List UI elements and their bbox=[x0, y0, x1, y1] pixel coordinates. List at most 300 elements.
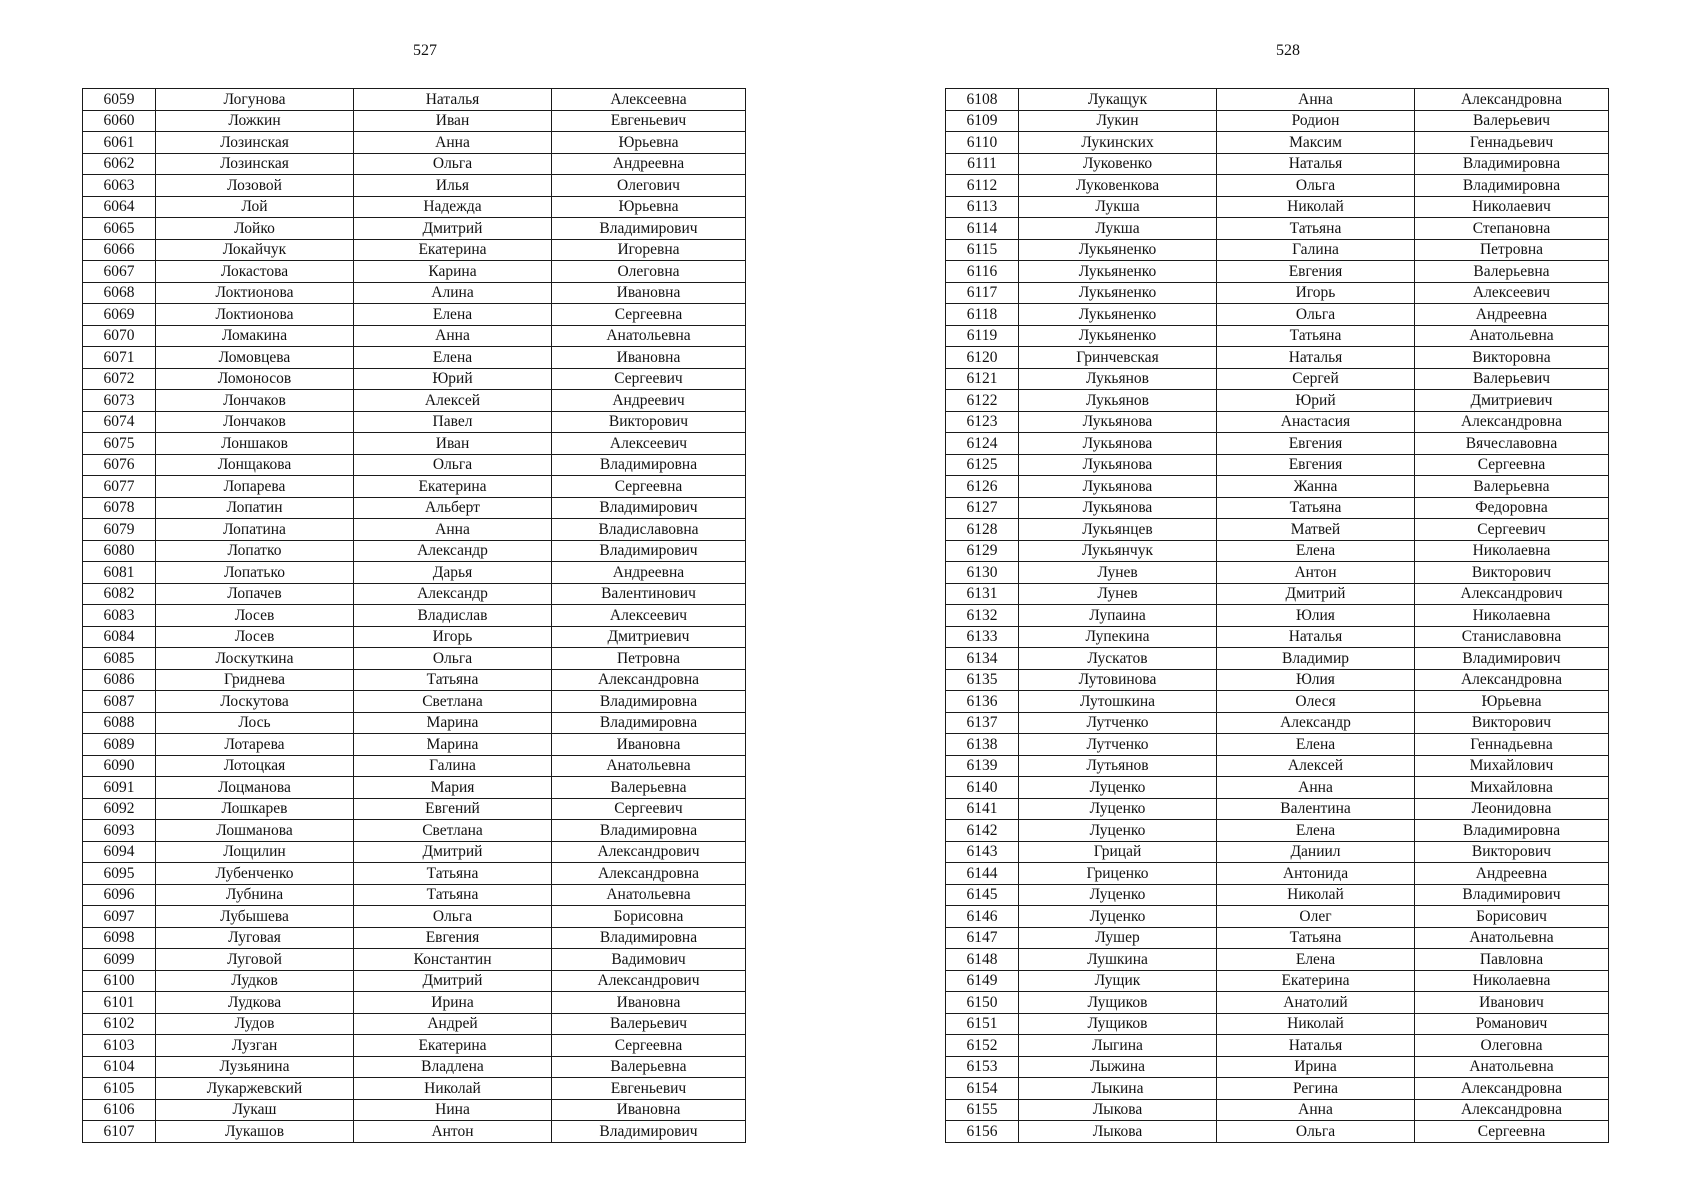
patronymic-cell: Владимирович bbox=[1415, 648, 1609, 670]
first-name-cell: Татьяна bbox=[1217, 927, 1415, 949]
record-number-cell: 6136 bbox=[946, 691, 1019, 713]
table-row bbox=[83, 992, 746, 1014]
record-number-cell: 6120 bbox=[946, 347, 1019, 369]
last-name-cell: Лубышева bbox=[156, 906, 354, 928]
table-row bbox=[946, 304, 1609, 326]
table-row bbox=[83, 390, 746, 412]
first-name-cell: Александр bbox=[354, 540, 552, 562]
last-name-cell: Лопатина bbox=[156, 519, 354, 541]
record-number-cell: 6153 bbox=[946, 1056, 1019, 1078]
table-row bbox=[83, 110, 746, 132]
last-name-cell: Лукьяненко bbox=[1019, 239, 1217, 261]
record-number-cell: 6148 bbox=[946, 949, 1019, 971]
record-number-cell: 6128 bbox=[946, 519, 1019, 541]
patronymic-cell: Андреевна bbox=[1415, 863, 1609, 885]
patronymic-cell: Владимировна bbox=[1415, 153, 1609, 175]
last-name-cell: Гриднева bbox=[156, 669, 354, 691]
patronymic-cell: Александровна bbox=[1415, 411, 1609, 433]
record-number-cell: 6110 bbox=[946, 132, 1019, 154]
last-name-cell: Лукьянов bbox=[1019, 368, 1217, 390]
table-row bbox=[946, 863, 1609, 885]
record-number-cell: 6149 bbox=[946, 970, 1019, 992]
last-name-cell: Лудов bbox=[156, 1013, 354, 1035]
name-table bbox=[82, 88, 746, 1143]
record-number-cell: 6126 bbox=[946, 476, 1019, 498]
patronymic-cell: Сергеевна bbox=[552, 476, 746, 498]
table-row bbox=[83, 605, 746, 627]
record-number-cell: 6134 bbox=[946, 648, 1019, 670]
table-row bbox=[83, 691, 746, 713]
record-number-cell: 6095 bbox=[83, 863, 156, 885]
last-name-cell: Лукьянова bbox=[1019, 454, 1217, 476]
table-row bbox=[946, 777, 1609, 799]
first-name-cell: Владлена bbox=[354, 1056, 552, 1078]
patronymic-cell: Анатольевна bbox=[552, 755, 746, 777]
record-number-cell: 6119 bbox=[946, 325, 1019, 347]
table-row bbox=[946, 841, 1609, 863]
first-name-cell: Дмитрий bbox=[354, 970, 552, 992]
patronymic-cell: Анатольевна bbox=[552, 325, 746, 347]
first-name-cell: Александр bbox=[1217, 712, 1415, 734]
patronymic-cell: Алексеевич bbox=[1415, 282, 1609, 304]
first-name-cell: Алина bbox=[354, 282, 552, 304]
last-name-cell: Луковенкова bbox=[1019, 175, 1217, 197]
patronymic-cell: Александрович bbox=[1415, 583, 1609, 605]
record-number-cell: 6086 bbox=[83, 669, 156, 691]
patronymic-cell: Александровна bbox=[1415, 89, 1609, 111]
last-name-cell: Лозовой bbox=[156, 175, 354, 197]
record-number-cell: 6100 bbox=[83, 970, 156, 992]
patronymic-cell: Валерьевич bbox=[1415, 368, 1609, 390]
patronymic-cell: Геннадьевна bbox=[1415, 734, 1609, 756]
table-row bbox=[946, 497, 1609, 519]
last-name-cell: Лосев bbox=[156, 605, 354, 627]
patronymic-cell: Сергеевна bbox=[1415, 454, 1609, 476]
first-name-cell: Павел bbox=[354, 411, 552, 433]
record-number-cell: 6146 bbox=[946, 906, 1019, 928]
last-name-cell: Лукьяненко bbox=[1019, 325, 1217, 347]
table-row bbox=[946, 454, 1609, 476]
last-name-cell: Лопатько bbox=[156, 562, 354, 584]
first-name-cell: Илья bbox=[354, 175, 552, 197]
patronymic-cell: Дмитриевич bbox=[552, 626, 746, 648]
first-name-cell: Анна bbox=[1217, 1099, 1415, 1121]
first-name-cell: Юрий bbox=[1217, 390, 1415, 412]
last-name-cell: Лукьянова bbox=[1019, 433, 1217, 455]
last-name-cell: Лыкина bbox=[1019, 1078, 1217, 1100]
first-name-cell: Родион bbox=[1217, 110, 1415, 132]
table-row bbox=[83, 884, 746, 906]
last-name-cell: Лотарева bbox=[156, 734, 354, 756]
table-row bbox=[946, 1035, 1609, 1057]
patronymic-cell: Ивановна bbox=[552, 282, 746, 304]
record-number-cell: 6105 bbox=[83, 1078, 156, 1100]
table-row bbox=[83, 927, 746, 949]
record-number-cell: 6084 bbox=[83, 626, 156, 648]
record-number-cell: 6125 bbox=[946, 454, 1019, 476]
table-row bbox=[946, 132, 1609, 154]
last-name-cell: Ломоносов bbox=[156, 368, 354, 390]
record-number-cell: 6071 bbox=[83, 347, 156, 369]
last-name-cell: Лопатко bbox=[156, 540, 354, 562]
patronymic-cell: Сергеевич bbox=[552, 368, 746, 390]
first-name-cell: Алексей bbox=[1217, 755, 1415, 777]
table-row bbox=[83, 1099, 746, 1121]
last-name-cell: Лутченко bbox=[1019, 712, 1217, 734]
table-row bbox=[83, 820, 746, 842]
first-name-cell: Ольга bbox=[1217, 1121, 1415, 1143]
patronymic-cell: Викторович bbox=[1415, 562, 1609, 584]
last-name-cell: Луценко bbox=[1019, 777, 1217, 799]
patronymic-cell: Станиславовна bbox=[1415, 626, 1609, 648]
first-name-cell: Наталья bbox=[1217, 1035, 1415, 1057]
last-name-cell: Лушкина bbox=[1019, 949, 1217, 971]
first-name-cell: Ольга bbox=[1217, 175, 1415, 197]
record-number-cell: 6060 bbox=[83, 110, 156, 132]
first-name-cell: Галина bbox=[354, 755, 552, 777]
table-row bbox=[946, 368, 1609, 390]
first-name-cell: Екатерина bbox=[1217, 970, 1415, 992]
patronymic-cell: Андреевич bbox=[552, 390, 746, 412]
table-row bbox=[946, 626, 1609, 648]
patronymic-cell: Владимировна bbox=[552, 820, 746, 842]
first-name-cell: Татьяна bbox=[354, 884, 552, 906]
record-number-cell: 6082 bbox=[83, 583, 156, 605]
patronymic-cell: Александрович bbox=[552, 841, 746, 863]
first-name-cell: Ольга bbox=[354, 648, 552, 670]
patronymic-cell: Алексеевич bbox=[552, 433, 746, 455]
table-row bbox=[83, 476, 746, 498]
patronymic-cell: Леонидовна bbox=[1415, 798, 1609, 820]
record-number-cell: 6121 bbox=[946, 368, 1019, 390]
record-number-cell: 6144 bbox=[946, 863, 1019, 885]
first-name-cell: Ольга bbox=[354, 153, 552, 175]
first-name-cell: Дмитрий bbox=[354, 841, 552, 863]
patronymic-cell: Владимировна bbox=[1415, 820, 1609, 842]
table-row bbox=[946, 906, 1609, 928]
last-name-cell: Лукьянова bbox=[1019, 411, 1217, 433]
last-name-cell: Ломовцева bbox=[156, 347, 354, 369]
last-name-cell: Ложкин bbox=[156, 110, 354, 132]
table-row bbox=[946, 691, 1609, 713]
patronymic-cell: Валерьевич bbox=[1415, 110, 1609, 132]
last-name-cell: Лукин bbox=[1019, 110, 1217, 132]
first-name-cell: Анна bbox=[354, 519, 552, 541]
table-row bbox=[946, 734, 1609, 756]
table-row bbox=[946, 239, 1609, 261]
last-name-cell: Лукьянова bbox=[1019, 476, 1217, 498]
record-number-cell: 6143 bbox=[946, 841, 1019, 863]
patronymic-cell: Валерьевна bbox=[552, 777, 746, 799]
last-name-cell: Луковенко bbox=[1019, 153, 1217, 175]
table-row bbox=[946, 605, 1609, 627]
table-row bbox=[83, 540, 746, 562]
table-row bbox=[946, 648, 1609, 670]
patronymic-cell: Андреевна bbox=[1415, 304, 1609, 326]
table-row bbox=[946, 820, 1609, 842]
first-name-cell: Светлана bbox=[354, 691, 552, 713]
table-row bbox=[83, 261, 746, 283]
page-number: 528 bbox=[1276, 42, 1300, 59]
first-name-cell: Иван bbox=[354, 110, 552, 132]
record-number-cell: 6075 bbox=[83, 433, 156, 455]
first-name-cell: Елена bbox=[1217, 734, 1415, 756]
table-row bbox=[946, 798, 1609, 820]
last-name-cell: Лощилин bbox=[156, 841, 354, 863]
table-row bbox=[83, 712, 746, 734]
first-name-cell: Евгения bbox=[1217, 454, 1415, 476]
last-name-cell: Лупекина bbox=[1019, 626, 1217, 648]
first-name-cell: Анна bbox=[354, 325, 552, 347]
table-row bbox=[83, 218, 746, 240]
record-number-cell: 6066 bbox=[83, 239, 156, 261]
last-name-cell: Лускатов bbox=[1019, 648, 1217, 670]
first-name-cell: Екатерина bbox=[354, 1035, 552, 1057]
patronymic-cell: Борисовна bbox=[552, 906, 746, 928]
table-row bbox=[83, 368, 746, 390]
first-name-cell: Антонида bbox=[1217, 863, 1415, 885]
patronymic-cell: Сергеевна bbox=[1415, 1121, 1609, 1143]
first-name-cell: Матвей bbox=[1217, 519, 1415, 541]
first-name-cell: Татьяна bbox=[1217, 497, 1415, 519]
patronymic-cell: Андреевна bbox=[552, 153, 746, 175]
table-row bbox=[83, 906, 746, 928]
last-name-cell: Лукьяненко bbox=[1019, 261, 1217, 283]
patronymic-cell: Владимировна bbox=[552, 927, 746, 949]
record-number-cell: 6112 bbox=[946, 175, 1019, 197]
patronymic-cell: Валентинович bbox=[552, 583, 746, 605]
table-row bbox=[83, 949, 746, 971]
table-row bbox=[83, 89, 746, 111]
first-name-cell: Юлия bbox=[1217, 605, 1415, 627]
last-name-cell: Локтионова bbox=[156, 304, 354, 326]
patronymic-cell: Владимирович bbox=[1415, 884, 1609, 906]
patronymic-cell: Романович bbox=[1415, 1013, 1609, 1035]
first-name-cell: Андрей bbox=[354, 1013, 552, 1035]
first-name-cell: Анастасия bbox=[1217, 411, 1415, 433]
table-row bbox=[83, 626, 746, 648]
first-name-cell: Юлия bbox=[1217, 669, 1415, 691]
table-row bbox=[83, 239, 746, 261]
last-name-cell: Лыжина bbox=[1019, 1056, 1217, 1078]
first-name-cell: Светлана bbox=[354, 820, 552, 842]
patronymic-cell: Александровна bbox=[552, 863, 746, 885]
table-row bbox=[946, 261, 1609, 283]
first-name-cell: Татьяна bbox=[354, 669, 552, 691]
first-name-cell: Николай bbox=[1217, 884, 1415, 906]
last-name-cell: Лутьянов bbox=[1019, 755, 1217, 777]
first-name-cell: Екатерина bbox=[354, 239, 552, 261]
record-number-cell: 6087 bbox=[83, 691, 156, 713]
last-name-cell: Локайчук bbox=[156, 239, 354, 261]
first-name-cell: Анна bbox=[1217, 89, 1415, 111]
table-row bbox=[946, 110, 1609, 132]
record-number-cell: 6111 bbox=[946, 153, 1019, 175]
first-name-cell: Иван bbox=[354, 433, 552, 455]
record-number-cell: 6154 bbox=[946, 1078, 1019, 1100]
last-name-cell: Гринчевская bbox=[1019, 347, 1217, 369]
last-name-cell: Гриценко bbox=[1019, 863, 1217, 885]
first-name-cell: Евгений bbox=[354, 798, 552, 820]
patronymic-cell: Дмитриевич bbox=[1415, 390, 1609, 412]
table-row bbox=[83, 497, 746, 519]
last-name-cell: Логунова bbox=[156, 89, 354, 111]
record-number-cell: 6065 bbox=[83, 218, 156, 240]
last-name-cell: Лукьяненко bbox=[1019, 304, 1217, 326]
record-number-cell: 6102 bbox=[83, 1013, 156, 1035]
last-name-cell: Лойко bbox=[156, 218, 354, 240]
last-name-cell: Лукша bbox=[1019, 218, 1217, 240]
first-name-cell: Дмитрий bbox=[1217, 583, 1415, 605]
last-name-cell: Лунев bbox=[1019, 562, 1217, 584]
patronymic-cell: Ивановна bbox=[552, 734, 746, 756]
patronymic-cell: Геннадьевич bbox=[1415, 132, 1609, 154]
last-name-cell: Лоцманова bbox=[156, 777, 354, 799]
table-row bbox=[946, 411, 1609, 433]
record-number-cell: 6068 bbox=[83, 282, 156, 304]
record-number-cell: 6076 bbox=[83, 454, 156, 476]
table-row bbox=[946, 949, 1609, 971]
last-name-cell: Лузган bbox=[156, 1035, 354, 1057]
patronymic-cell: Петровна bbox=[1415, 239, 1609, 261]
patronymic-cell: Юрьевна bbox=[552, 196, 746, 218]
table-row bbox=[83, 669, 746, 691]
first-name-cell: Наталья bbox=[1217, 153, 1415, 175]
table-row bbox=[83, 562, 746, 584]
table-row bbox=[83, 304, 746, 326]
patronymic-cell: Олегович bbox=[552, 175, 746, 197]
patronymic-cell: Николаевна bbox=[1415, 540, 1609, 562]
record-number-cell: 6090 bbox=[83, 755, 156, 777]
last-name-cell: Лукша bbox=[1019, 196, 1217, 218]
table-row bbox=[83, 1078, 746, 1100]
table-row bbox=[83, 863, 746, 885]
patronymic-cell: Сергеевич bbox=[1415, 519, 1609, 541]
record-number-cell: 6083 bbox=[83, 605, 156, 627]
table-row bbox=[83, 282, 746, 304]
table-row bbox=[83, 583, 746, 605]
first-name-cell: Николай bbox=[1217, 196, 1415, 218]
record-number-cell: 6130 bbox=[946, 562, 1019, 584]
first-name-cell: Анна bbox=[354, 132, 552, 154]
record-number-cell: 6156 bbox=[946, 1121, 1019, 1143]
first-name-cell: Нина bbox=[354, 1099, 552, 1121]
table-row bbox=[946, 1078, 1609, 1100]
last-name-cell: Лоншаков bbox=[156, 433, 354, 455]
record-number-cell: 6097 bbox=[83, 906, 156, 928]
first-name-cell: Татьяна bbox=[1217, 325, 1415, 347]
table-row bbox=[946, 669, 1609, 691]
last-name-cell: Луценко bbox=[1019, 798, 1217, 820]
record-number-cell: 6059 bbox=[83, 89, 156, 111]
patronymic-cell: Алексеевна bbox=[552, 89, 746, 111]
last-name-cell: Ломакина bbox=[156, 325, 354, 347]
record-number-cell: 6080 bbox=[83, 540, 156, 562]
patronymic-cell: Викторович bbox=[552, 411, 746, 433]
table-row bbox=[946, 390, 1609, 412]
table-row bbox=[946, 519, 1609, 541]
patronymic-cell: Степановна bbox=[1415, 218, 1609, 240]
record-number-cell: 6138 bbox=[946, 734, 1019, 756]
patronymic-cell: Вадимович bbox=[552, 949, 746, 971]
first-name-cell: Евгения bbox=[1217, 433, 1415, 455]
patronymic-cell: Викторовна bbox=[1415, 347, 1609, 369]
first-name-cell: Ирина bbox=[1217, 1056, 1415, 1078]
last-name-cell: Лунев bbox=[1019, 583, 1217, 605]
table-row bbox=[946, 175, 1609, 197]
table-row bbox=[83, 734, 746, 756]
patronymic-cell: Владимировна bbox=[1415, 175, 1609, 197]
last-name-cell: Лушер bbox=[1019, 927, 1217, 949]
first-name-cell: Владимир bbox=[1217, 648, 1415, 670]
table-row bbox=[946, 927, 1609, 949]
first-name-cell: Ирина bbox=[354, 992, 552, 1014]
patronymic-cell: Петровна bbox=[552, 648, 746, 670]
last-name-cell: Грицай bbox=[1019, 841, 1217, 863]
first-name-cell: Мария bbox=[354, 777, 552, 799]
record-number-cell: 6133 bbox=[946, 626, 1019, 648]
patronymic-cell: Валерьевич bbox=[552, 1013, 746, 1035]
first-name-cell: Надежда bbox=[354, 196, 552, 218]
patronymic-cell: Валерьевна bbox=[1415, 261, 1609, 283]
table-row bbox=[946, 1099, 1609, 1121]
record-number-cell: 6131 bbox=[946, 583, 1019, 605]
last-name-cell: Лошманова bbox=[156, 820, 354, 842]
first-name-cell: Елена bbox=[354, 347, 552, 369]
record-number-cell: 6096 bbox=[83, 884, 156, 906]
record-number-cell: 6088 bbox=[83, 712, 156, 734]
first-name-cell: Евгения bbox=[1217, 261, 1415, 283]
first-name-cell: Антон bbox=[1217, 562, 1415, 584]
record-number-cell: 6140 bbox=[946, 777, 1019, 799]
patronymic-cell: Александровна bbox=[1415, 1099, 1609, 1121]
first-name-cell: Жанна bbox=[1217, 476, 1415, 498]
first-name-cell: Анна bbox=[1217, 777, 1415, 799]
last-name-cell: Лопатин bbox=[156, 497, 354, 519]
record-number-cell: 6062 bbox=[83, 153, 156, 175]
patronymic-cell: Павловна bbox=[1415, 949, 1609, 971]
table-row bbox=[946, 884, 1609, 906]
record-number-cell: 6122 bbox=[946, 390, 1019, 412]
record-number-cell: 6132 bbox=[946, 605, 1019, 627]
patronymic-cell: Владиславовна bbox=[552, 519, 746, 541]
last-name-cell: Луценко bbox=[1019, 906, 1217, 928]
last-name-cell: Лукьянова bbox=[1019, 497, 1217, 519]
last-name-cell: Лукашов bbox=[156, 1121, 354, 1143]
last-name-cell: Лотоцкая bbox=[156, 755, 354, 777]
record-number-cell: 6115 bbox=[946, 239, 1019, 261]
last-name-cell: Лозинская bbox=[156, 132, 354, 154]
table-row bbox=[946, 1013, 1609, 1035]
table-row bbox=[83, 175, 746, 197]
last-name-cell: Лоскутова bbox=[156, 691, 354, 713]
last-name-cell: Лукаржевский bbox=[156, 1078, 354, 1100]
patronymic-cell: Александрович bbox=[552, 970, 746, 992]
first-name-cell: Даниил bbox=[1217, 841, 1415, 863]
table-row bbox=[946, 153, 1609, 175]
table-row bbox=[946, 476, 1609, 498]
table-row bbox=[946, 1056, 1609, 1078]
record-number-cell: 6155 bbox=[946, 1099, 1019, 1121]
first-name-cell: Николай bbox=[354, 1078, 552, 1100]
first-name-cell: Татьяна bbox=[1217, 218, 1415, 240]
last-name-cell: Лопачев bbox=[156, 583, 354, 605]
record-number-cell: 6150 bbox=[946, 992, 1019, 1014]
first-name-cell: Галина bbox=[1217, 239, 1415, 261]
last-name-cell: Лоскуткина bbox=[156, 648, 354, 670]
patronymic-cell: Игоревна bbox=[552, 239, 746, 261]
record-number-cell: 6069 bbox=[83, 304, 156, 326]
